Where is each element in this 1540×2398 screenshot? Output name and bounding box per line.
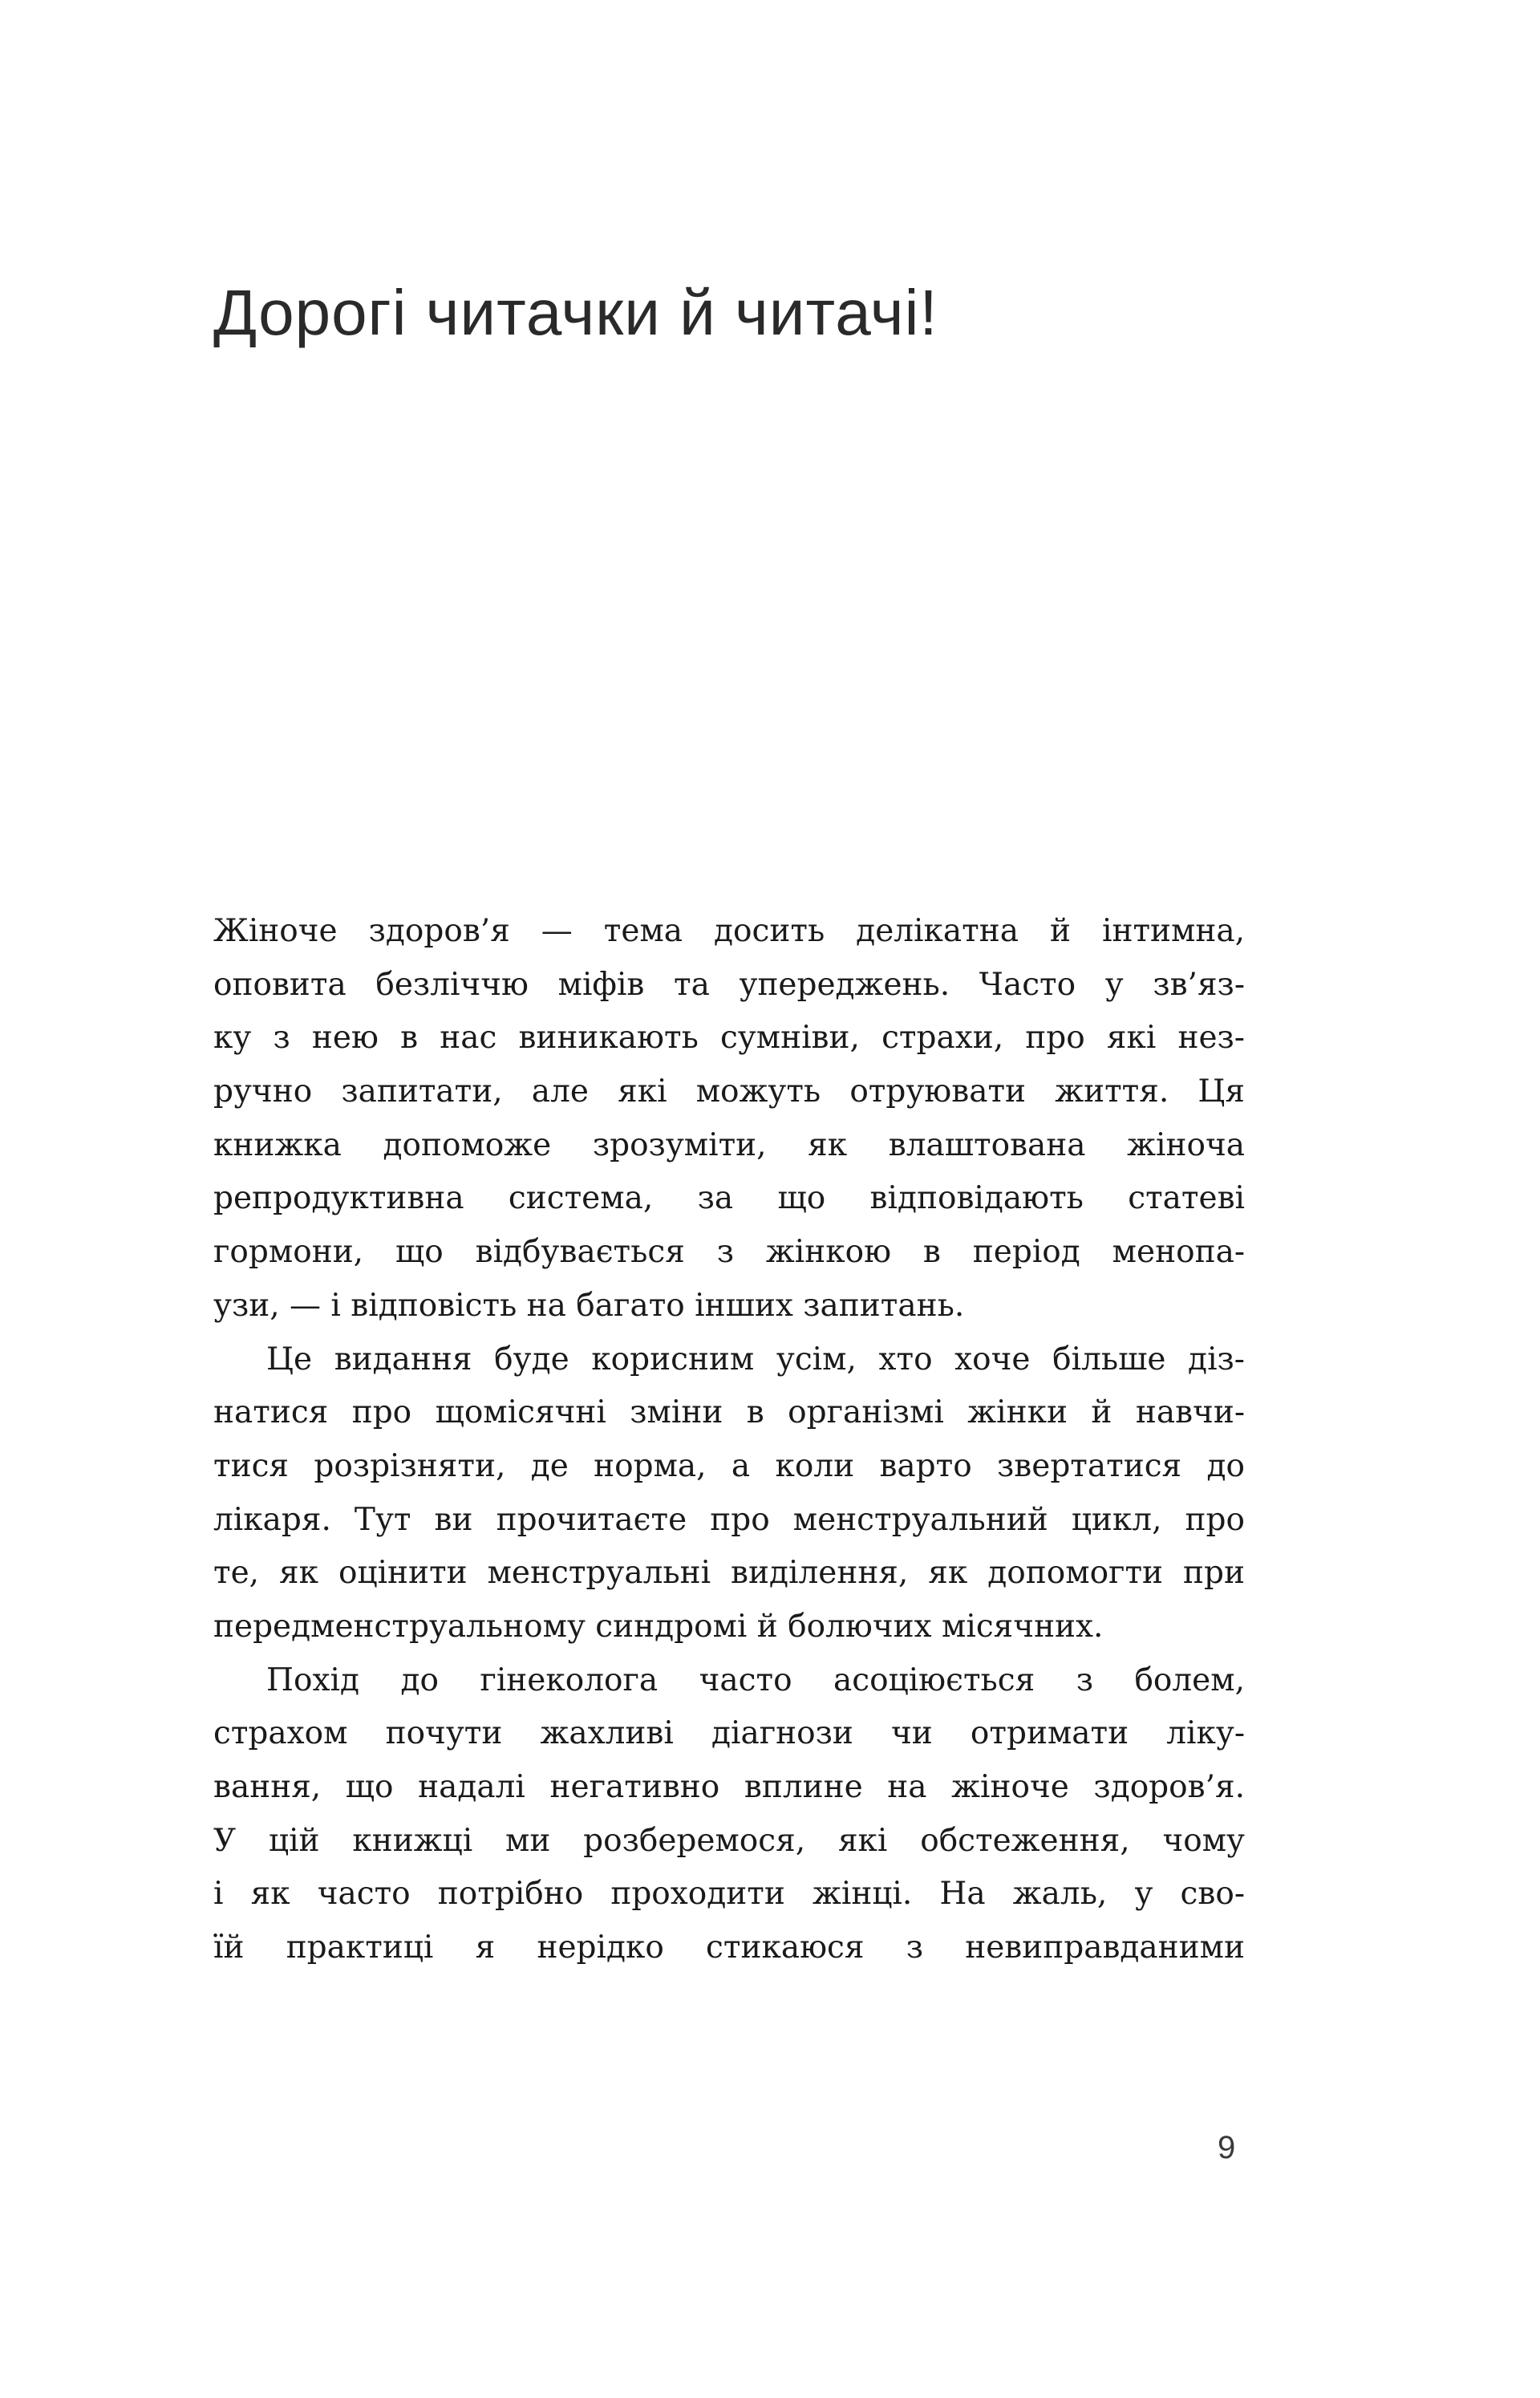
paragraph-1 [213,905,1245,1333]
text-line: Похід до гінеколога часто асоціюється з болем, [266,1662,1245,1698]
text-line: гормони, що відбувається з жінкою в період менопа- [213,1234,1245,1271]
text-line: узи, — і відповість на багато інших запитань. [213,1287,965,1324]
page-number: 9 [1218,2130,1236,2165]
text-line: страхом почути жахливі діагнози чи отримати ліку- [213,1715,1245,1752]
paragraph-2 [213,1333,1245,1654]
text-line: Це видання буде корисним усім, хто хоче більше діз- [266,1341,1245,1378]
chapter-title: Дорогі читачки й читачі! [213,277,938,348]
text-line: тися розрізняти, де норма, а коли варто звертатися до [213,1447,1245,1484]
text-line: те, як оцінити менструальні виділення, як допомогти при [213,1555,1245,1592]
text-line: книжка допоможе зрозуміти, як влаштована жіноча [213,1126,1245,1163]
body-text [213,905,1245,1975]
text-line: їй практиці я нерідко стикаюся з невиправданими [213,1929,1245,1966]
text-line: передменструальному синдромі й болючих місячних. [213,1608,1104,1645]
text-line: лікаря. Тут ви прочитаєте про менструальний цикл, про [213,1501,1245,1538]
text-line: вання, що надалі негативно вплине на жіноче здоров’я. [213,1769,1245,1805]
text-line: оповита безліччю міфів та упереджень. Часто у зв’яз- [213,966,1245,1003]
text-line: репродуктивна система, за що відповідають статеві [213,1180,1245,1217]
text-line: У цій книжці ми розберемося, які обстеження, чому [213,1822,1245,1859]
text-line: і як часто потрібно проходити жінці. На жаль, у сво- [213,1876,1245,1913]
paragraph-3 [213,1654,1245,1975]
text-line: ку з нею в нас виникають сумніви, страхи, про які нез- [213,1020,1245,1057]
text-line: натися про щомісячні зміни в організмі жінки й навчи- [213,1394,1245,1431]
text-line: ручно запитати, але які можуть отруювати життя. Ця [213,1073,1245,1110]
text-line: Жіноче здоров’я — тема досить делікатна й інтимна, [213,913,1245,949]
